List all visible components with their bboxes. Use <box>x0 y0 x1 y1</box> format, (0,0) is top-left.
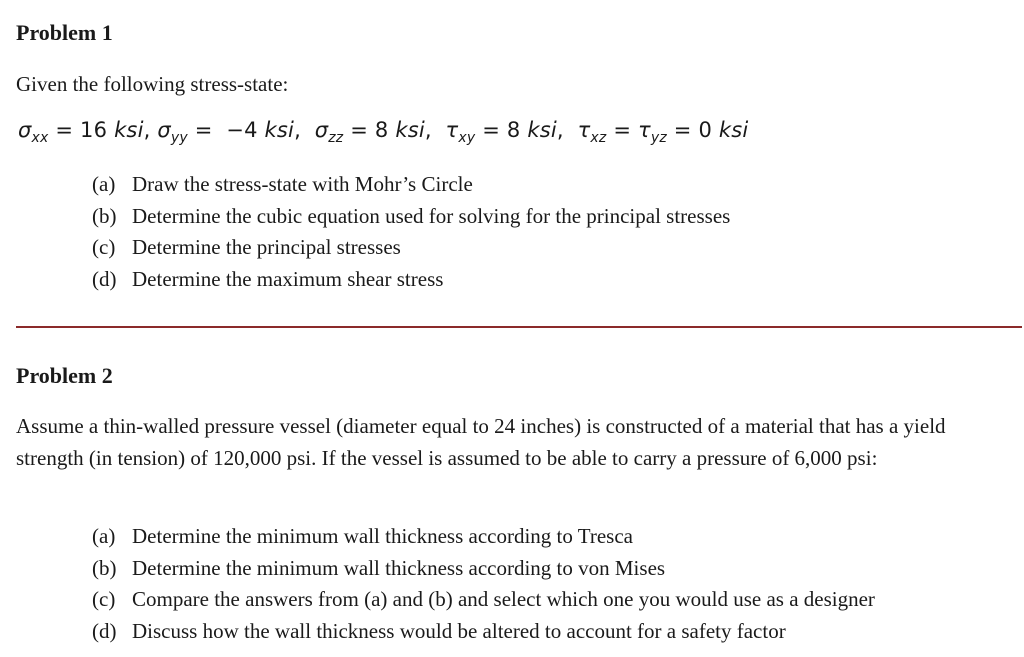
list-item: (d) Determine the maximum shear stress <box>92 266 444 291</box>
sigma-zz-value: 8 <box>374 118 389 142</box>
problem-1-heading: Problem 1 <box>16 20 113 45</box>
list-item: (b) Determine the minimum wall thickness according to von Mises <box>92 555 666 580</box>
stress-state-equation: $\sigma_{xx} = 16$ ksi, $\sigma_{yy} = -4$ ksi, $\sigma_{zz} = 8$ ksi, $\tau_{xy} = 8$ ksi, $\tau_{xz} = \tau_{yz} = 0$ ksi <box>18 118 749 146</box>
list-item: (a) Determine the minimum wall thickness according to Tresca <box>92 524 633 548</box>
problem-1-subquestions <box>92 169 730 295</box>
list-item: (a) Draw the stress-state with Mohr’s Circle <box>92 172 473 196</box>
section-divider <box>16 326 1022 328</box>
problem-2-subquestions <box>92 521 875 647</box>
sigma-xx-value: 16 <box>80 118 108 142</box>
problem-1-intro: Given the following stress-state: <box>16 72 289 96</box>
list-item: (b) Determine the cubic equation used for solving for the principal stresses <box>92 203 731 228</box>
tau-zero-value: 0 <box>698 118 712 142</box>
problem-2-heading: Problem 2 <box>16 363 113 388</box>
list-item: (c) Determine the principal stresses <box>92 235 401 259</box>
list-item: (c) Compare the answers from (a) and (b) and select which one you would use as a designer <box>92 587 875 611</box>
list-item: (d) Discuss how the wall thickness would be altered to account for a safety factor <box>92 618 786 643</box>
problem-2-body: Assume a thin-walled pressure vessel (diameter equal to 24 inches) is constructed of a material that has a yield strength (in tension) of 120,000 psi. If the vessel is assumed to be able to carry a pressure of 6,000 psi: <box>16 414 946 470</box>
tau-xy-value: 8 <box>506 118 521 142</box>
sigma-yy-value: −4 <box>226 118 258 142</box>
